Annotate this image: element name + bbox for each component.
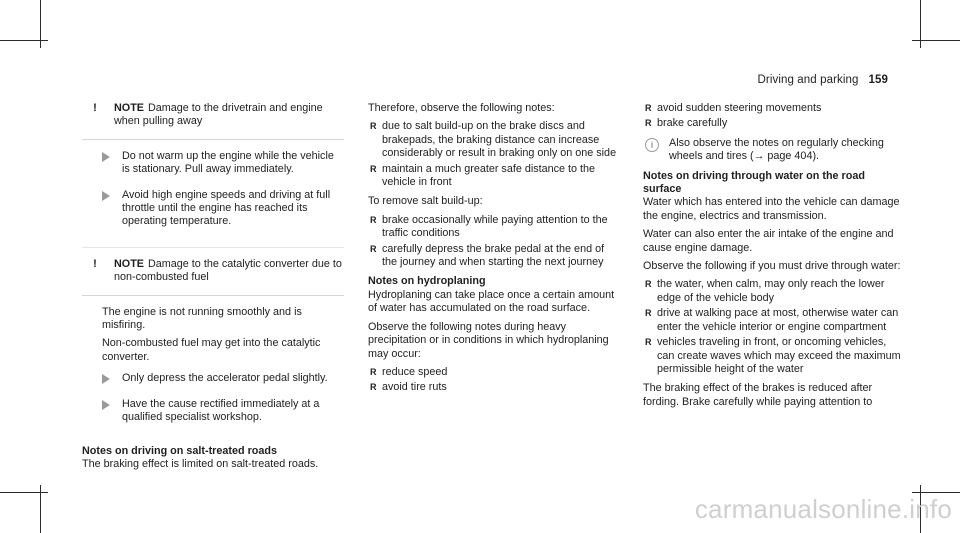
arrow-right-icon [102,374,110,384]
note-title: Damage to the catalytic converter due to non-combusted fuel [114,257,342,284]
crop-mark [0,40,48,41]
section-heading: Notes on driving on salt-treated roads [82,444,277,457]
list-item: R due to salt build-up on the brake discs and brakepads, the braking distance can increase considerably or result in braking only on one side [370,120,617,160]
divider [82,247,344,248]
page-header [758,74,888,86]
bullet-list [643,102,901,131]
column-2 [368,102,620,401]
list-item: R avoid sudden steering movements [645,102,822,114]
body-text: The braking effect is limited on salt-treated roads. [82,457,319,470]
bullet-icon: R [370,163,377,174]
info-icon: i [645,138,659,152]
note-title: Damage to the drivetrain and engine when pulling away [114,102,323,128]
page-number: 159 [868,74,888,86]
step-text: Avoid high engine speeds and driving at full throttle until the engine has reached its operating temperature. [122,188,331,228]
list-item: R brake occasionally while paying attention to the traffic conditions [370,213,608,240]
list-item: R brake carefully [645,117,728,130]
list-item: R maintain a much greater safe distance to the vehicle in front [370,162,596,189]
note-drivetrain [82,102,344,229]
section-heading: Notes on driving through water on the road surface [643,169,865,196]
arrow-right-icon [102,400,110,410]
bullet-list [368,120,620,189]
bullet-list [368,366,620,395]
list-item: R drive at walking pace at most, otherwise water can enter the vehicle interior or engine compartment [645,307,899,333]
bullet-icon: R [370,214,377,225]
body-text: Hydroplaning can take place once a certain amount of water has accumulated on the road surface. [368,288,615,315]
bullet-list [643,278,901,376]
column-1 [82,102,344,476]
step-text: Have the cause rectified immediately at a qualified specialist workshop. [122,397,320,424]
body-text: Observe the following notes during heavy precipitation or in conditions in which hydroplaning may occur: [368,320,609,360]
note-catalytic [82,258,344,425]
bullet-icon: R [645,308,652,319]
list-item: R vehicles traveling in front, or oncoming vehicles, can create waves which may exceed the maximum permissible height of the water [645,336,901,375]
warning-icon: ! [93,258,97,271]
bullet-icon: R [645,118,652,129]
body-text: Water which has entered into the vehicle can damage the engine, electrics and transmission. [643,196,900,222]
note-text: The engine is not running smoothly and is misfiring. [102,305,302,332]
bullet-icon: R [370,243,377,254]
body-text: Observe the following if you must drive through water: [643,260,901,273]
body-text: The braking effect of the brakes is reduced after fording. Brake carefully while paying attention to [643,382,873,408]
note-text: Non-combusted fuel may get into the catalytic converter. [102,337,321,363]
warning-icon: ! [93,102,97,115]
crop-mark [912,492,960,493]
step-text: Only depress the accelerator pedal slightly. [122,372,328,385]
arrow-right-icon [102,152,110,162]
crop-mark [0,492,48,493]
step-text: Do not warm up the engine while the vehicle is stationary. Pull away immediately. [122,149,334,176]
column-3 [643,102,901,414]
bullet-icon: R [370,382,377,393]
list-item: R carefully depress the brake pedal at the end of the journey and when starting the next journey [370,242,605,269]
info-note [643,137,901,164]
list-item: R avoid tire ruts [370,381,447,394]
body-text: Water can also enter the air intake of the engine and cause engine damage. [643,228,894,254]
bullet-icon: R [645,279,652,290]
step-item [82,372,344,385]
crop-mark [912,40,960,41]
step-item [82,398,344,425]
note-label: NOTE [114,257,144,270]
divider [82,295,344,296]
bullet-icon: R [645,103,652,113]
step-item [82,150,344,177]
bullet-icon: R [645,337,652,348]
bullet-icon: R [370,366,377,377]
note-label: NOTE [114,102,144,114]
list-item: R reduce speed [370,365,448,378]
bullet-list [368,214,620,270]
step-item [82,189,344,229]
body-text: Therefore, observe the following notes: [368,102,555,114]
info-text[interactable]: Also observe the notes on regularly checking wheels and tires (→ page 404). [669,136,884,163]
divider [82,139,344,140]
bullet-icon: R [370,121,377,132]
body-text: To remove salt build-up: [368,195,483,208]
list-item: R the water, when calm, may only reach the lower edge of the vehicle body [645,278,885,304]
section-title: Driving and parking [757,74,859,86]
arrow-right-icon [102,191,110,201]
section-heading: Notes on hydroplaning [368,275,486,288]
watermark: carmanualsonline.info [694,494,952,524]
